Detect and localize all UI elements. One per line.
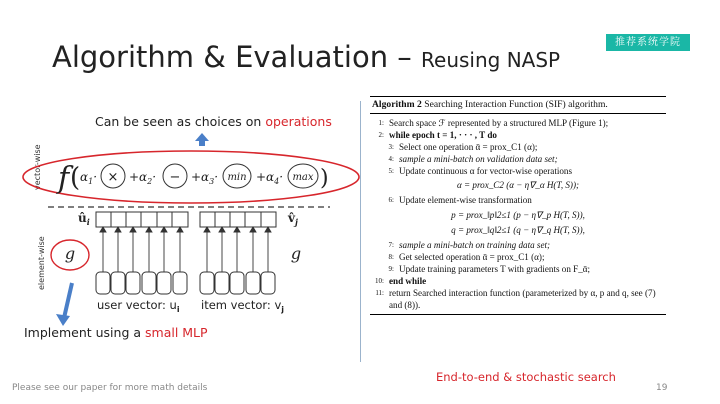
- algo-line-5: 5: Update continuous α for vector-wise operations: [388, 166, 573, 176]
- alpha-2: $+\alpha_2\cdot$: [129, 170, 157, 186]
- op-times: ×: [107, 170, 119, 185]
- alpha-3: $+\alpha_3\cdot$: [191, 170, 219, 186]
- footer-note: Please see our paper for more math details: [12, 383, 208, 393]
- equation-q: q = prox_‖q‖2≤1 (q − η∇_q H(T, S)),: [451, 225, 585, 235]
- algo-line-1: 1: Search space ℱ represented by a structured MLP (Figure 1);: [378, 118, 609, 128]
- end-to-end-note: End-to-end & stochastic search: [436, 370, 616, 384]
- op-minus: −: [169, 170, 181, 185]
- algo-line-11: 11: return Searched interaction function (parameterized by α, p and q, see (7) and (8)).: [375, 288, 656, 310]
- algo-line-6: 6: Update element-wise transformation: [388, 195, 532, 205]
- paren-close: ): [320, 166, 329, 191]
- equation-alpha: α = prox_C2 (α − η∇_α H(T, S));: [456, 180, 580, 190]
- equation-p: p = prox_‖p‖2≤1 (p − η∇_p H(T, S)),: [451, 210, 585, 220]
- algo-line-7: 7: sample a mini-batch on training data set;: [388, 240, 551, 250]
- caption-mlp-prefix: Implement using a: [24, 325, 145, 340]
- item-embedding-cells: [200, 272, 275, 294]
- algo-line-2: 2: while epoch t = 1, · · · , T do: [378, 130, 497, 140]
- caption-operations-highlight: operations: [265, 114, 332, 129]
- g-left: g: [64, 244, 76, 263]
- brand-badge: 推荐系统学院: [606, 34, 690, 51]
- op-max: max: [292, 172, 314, 183]
- up-arrow-icon: [195, 133, 209, 146]
- u-hat-label: $û_i$: [78, 211, 90, 227]
- alpha-4: $+\alpha_4\cdot$: [256, 170, 284, 186]
- transform-arrows: [100, 227, 271, 272]
- function-f: f: [58, 161, 70, 196]
- vector-wise-label: vector-wise: [33, 144, 42, 190]
- title-sub: Reusing NASP: [421, 48, 561, 72]
- algo-line-3: 3: Select one operation ᾱ = prox_C1 (α);: [388, 142, 538, 152]
- page-number: 19: [656, 383, 668, 393]
- item-vector-label: item vector: $v_j$: [201, 298, 284, 314]
- algo-line-4: 4: sample a mini-batch on validation data set;: [388, 154, 558, 164]
- g-right: g: [290, 244, 302, 263]
- algorithm-header: Algorithm 2 Searching Interaction Function (SIF) algorithm.: [370, 96, 666, 114]
- algo-line-10: 10: end while: [375, 276, 427, 286]
- caption-mlp: [24, 325, 208, 340]
- algo-line-8: 8: Get selected operation ᾱ = prox_C1 (α);: [388, 252, 545, 262]
- v-hat-label: $v̂_j$: [288, 211, 298, 227]
- user-vector-label: user vector: $u_i$: [97, 298, 180, 314]
- down-arrow-icon: [56, 283, 72, 326]
- caption-mlp-highlight: small MLP: [145, 325, 208, 340]
- caption-operations-prefix: Can be seen as choices on: [95, 114, 266, 129]
- paren-open: (: [70, 163, 81, 193]
- v-hat-vector: [200, 212, 276, 227]
- user-embedding-cells: [96, 272, 187, 294]
- op-min: min: [227, 172, 247, 183]
- algorithm-bottom-rule: [370, 314, 666, 315]
- alpha-1: $\alpha_1\cdot$: [80, 170, 98, 186]
- algo-line-9: 9: Update training parameters T with gradients on F_ᾱ;: [388, 264, 591, 274]
- algorithm-box: [370, 96, 666, 315]
- title-main: Algorithm & Evaluation –: [52, 40, 422, 74]
- u-hat-vector: [96, 212, 188, 227]
- element-wise-label: element-wise: [37, 236, 46, 290]
- column-divider: [360, 101, 361, 362]
